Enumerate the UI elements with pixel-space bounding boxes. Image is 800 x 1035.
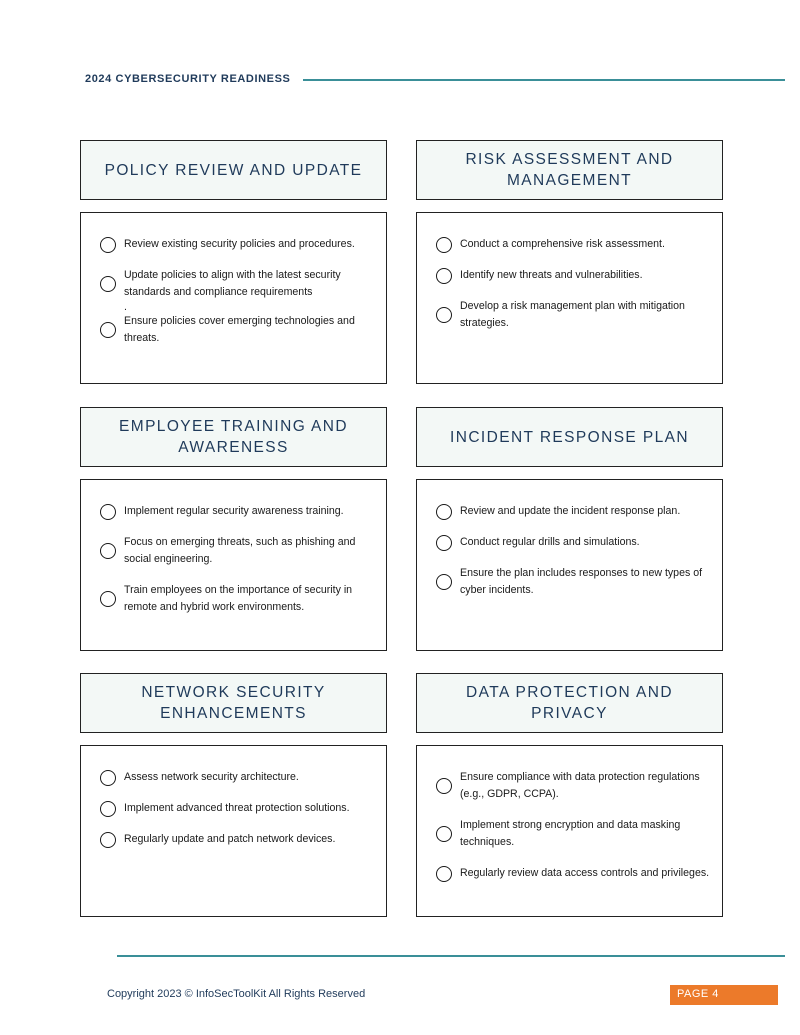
checklist-item — [436, 817, 716, 851]
checklist-item-text: Ensure compliance with data protection regulations (e.g., GDPR, CCPA). — [460, 771, 700, 800]
checklist-item — [436, 769, 716, 803]
checklist-item-text: Regularly review data access controls and privileges. — [460, 867, 710, 879]
section-title: RISK ASSESSMENT AND MANAGEMENT — [416, 140, 723, 200]
checklist-item-text: Regularly update and patch network devices. — [124, 833, 336, 845]
checklist-item — [436, 236, 716, 253]
checklist-item — [100, 267, 380, 301]
checklist-item-text: Identify new threats and vulnerabilities. — [460, 269, 643, 281]
checklist-item-text: Ensure the plan includes responses to new types of cyber incidents. — [460, 567, 703, 596]
checklist — [416, 212, 723, 384]
section-title: DATA PROTECTION AND PRIVACY — [416, 673, 723, 733]
checkbox[interactable] — [436, 574, 452, 590]
checkbox[interactable] — [100, 276, 116, 292]
checklist-item-text: Develop a risk management plan with mitigation strategies. — [460, 300, 685, 329]
section-title: INCIDENT RESPONSE PLAN — [416, 407, 723, 467]
checklist-item — [100, 769, 380, 786]
checklist-item-text: Review and update the incident response plan. — [460, 505, 681, 517]
checklist-item — [436, 503, 716, 520]
checklist-item — [100, 503, 380, 520]
checklist-item — [100, 831, 380, 848]
stray-period: . — [124, 301, 127, 313]
checkbox[interactable] — [100, 770, 116, 786]
checklist — [80, 745, 387, 917]
copyright-text: Copyright 2023 © InfoSecToolKit All Rights Reserved — [107, 988, 366, 1000]
header-title: 2024 CYBERSECURITY READINESS — [85, 73, 291, 85]
checklist — [80, 479, 387, 651]
checklist-item-text: Conduct a comprehensive risk assessment. — [460, 238, 665, 250]
checkbox[interactable] — [100, 237, 116, 253]
checkbox[interactable] — [436, 535, 452, 551]
checklist-item — [436, 865, 716, 882]
checklist-item-text: Assess network security architecture. — [124, 771, 299, 783]
page-number-badge: PAGE 4 — [670, 985, 778, 1005]
checkbox[interactable] — [436, 504, 452, 520]
footer-divider — [117, 955, 785, 957]
checkbox[interactable] — [436, 866, 452, 882]
checklist-item-text: Implement regular security awareness training. — [124, 505, 344, 517]
checkbox[interactable] — [436, 826, 452, 842]
checkbox[interactable] — [436, 778, 452, 794]
checklist-item — [436, 298, 716, 332]
checklist-item-text: Implement strong encryption and data masking techniques. — [460, 819, 681, 848]
checklist — [80, 212, 387, 384]
checklist-item — [100, 582, 380, 616]
checklist — [416, 745, 723, 917]
section-title: EMPLOYEE TRAINING AND AWARENESS — [80, 407, 387, 467]
checklist-item — [436, 565, 716, 599]
checkbox[interactable] — [100, 801, 116, 817]
checklist-item-text: Conduct regular drills and simulations. — [460, 536, 640, 548]
checkbox[interactable] — [100, 543, 116, 559]
checklist — [416, 479, 723, 651]
checkbox[interactable] — [100, 504, 116, 520]
checklist-item-text: Review existing security policies and procedures. — [124, 238, 355, 250]
checklist-item — [436, 267, 716, 284]
checkbox[interactable] — [436, 268, 452, 284]
checkbox[interactable] — [100, 832, 116, 848]
checklist-item — [100, 313, 380, 347]
section-title: NETWORK SECURITY ENHANCEMENTS — [80, 673, 387, 733]
checklist-item-text: Focus on emerging threats, such as phishing and social engineering. — [124, 536, 356, 565]
checklist-item — [100, 534, 380, 568]
checklist-item-text: Train employees on the importance of security in remote and hybrid work environments. — [124, 584, 353, 613]
header-divider — [303, 79, 785, 81]
checkbox[interactable] — [100, 322, 116, 338]
section-title: POLICY REVIEW AND UPDATE — [80, 140, 387, 200]
checklist-item — [100, 236, 380, 253]
checklist-item-text: Ensure policies cover emerging technologies and threats. — [124, 315, 355, 344]
checklist-item — [100, 800, 380, 817]
checklist-item — [436, 534, 716, 551]
checklist-item-text: Update policies to align with the latest security standards and compliance requirements — [124, 269, 341, 298]
checkbox[interactable] — [436, 307, 452, 323]
checklist-item-text: Implement advanced threat protection solutions. — [124, 802, 350, 814]
checkbox[interactable] — [100, 591, 116, 607]
checkbox[interactable] — [436, 237, 452, 253]
